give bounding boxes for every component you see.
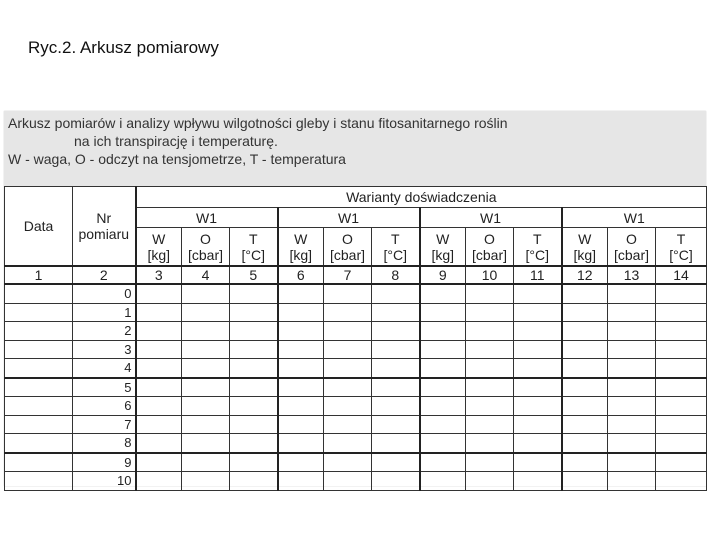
value-cell[interactable]	[230, 378, 278, 397]
value-cell[interactable]	[182, 453, 230, 472]
value-cell[interactable]	[608, 340, 656, 359]
value-cell[interactable]	[562, 284, 608, 303]
date-header	[5, 187, 73, 267]
value-cell[interactable]	[608, 284, 656, 303]
value-cell[interactable]	[562, 453, 608, 472]
subcolumn-header	[608, 228, 656, 267]
column-number: 12	[562, 266, 608, 284]
table-row	[5, 359, 707, 378]
value-cell[interactable]	[372, 284, 420, 303]
value-cell[interactable]	[324, 472, 372, 491]
date-cell[interactable]	[5, 453, 73, 472]
measurement-number: 1	[73, 303, 136, 322]
subcolumn-letter: O	[626, 230, 637, 247]
table-row	[5, 378, 707, 397]
value-cell[interactable]	[278, 434, 324, 453]
value-cell[interactable]	[324, 340, 372, 359]
value-cell[interactable]	[420, 434, 466, 453]
value-cell[interactable]	[420, 453, 466, 472]
value-cell[interactable]	[514, 378, 562, 397]
value-cell[interactable]	[182, 322, 230, 341]
sheet-title: Arkusz pomiarów i analizy wpływu wilgotności gleby i stanu fitosanitarnego roślin	[8, 115, 508, 131]
value-cell[interactable]	[372, 322, 420, 341]
value-cell[interactable]	[562, 415, 608, 434]
column-number: 11	[514, 266, 562, 284]
variant-group-header: W1	[278, 208, 420, 228]
value-cell[interactable]	[230, 359, 278, 378]
value-cell[interactable]	[230, 340, 278, 359]
value-cell[interactable]	[656, 415, 707, 434]
value-cell[interactable]	[182, 303, 230, 322]
value-cell[interactable]	[514, 472, 562, 491]
value-cell[interactable]	[562, 434, 608, 453]
date-cell[interactable]	[5, 434, 73, 453]
measurement-number: 8	[73, 434, 136, 453]
sheet-legend: W - waga, O - odczyt na tensjometrze, T - temperatura	[8, 151, 346, 167]
date-cell[interactable]	[5, 303, 73, 322]
value-cell[interactable]	[278, 284, 324, 303]
table-row	[5, 397, 707, 416]
value-cell[interactable]	[466, 378, 514, 397]
variant-group-header: W1	[562, 208, 707, 228]
table-row	[5, 340, 707, 359]
value-cell[interactable]	[372, 397, 420, 416]
value-cell[interactable]	[420, 322, 466, 341]
sheet-header	[4, 111, 706, 186]
column-number: 5	[230, 266, 278, 284]
value-cell[interactable]	[420, 397, 466, 416]
value-cell[interactable]	[136, 303, 182, 322]
value-cell[interactable]	[608, 397, 656, 416]
measurement-sheet	[4, 111, 706, 489]
value-cell[interactable]	[278, 303, 324, 322]
value-cell[interactable]	[420, 284, 466, 303]
value-cell[interactable]	[136, 472, 182, 491]
subcolumn-header	[562, 228, 608, 267]
value-cell[interactable]	[278, 322, 324, 341]
value-cell[interactable]	[278, 340, 324, 359]
value-cell[interactable]	[608, 303, 656, 322]
value-cell[interactable]	[656, 453, 707, 472]
value-cell[interactable]	[324, 434, 372, 453]
value-cell[interactable]	[182, 397, 230, 416]
value-cell[interactable]	[136, 453, 182, 472]
value-cell[interactable]	[514, 397, 562, 416]
value-cell[interactable]	[608, 434, 656, 453]
value-cell[interactable]	[514, 434, 562, 453]
value-cell[interactable]	[324, 359, 372, 378]
column-number: 6	[278, 266, 324, 284]
subcolumn-letter: T	[248, 230, 258, 247]
measurement-number: 3	[73, 340, 136, 359]
subcolumn-unit: [cbar]	[187, 246, 223, 263]
value-cell[interactable]	[466, 284, 514, 303]
column-number: 4	[182, 266, 230, 284]
date-cell[interactable]	[5, 415, 73, 434]
value-cell[interactable]	[230, 434, 278, 453]
value-cell[interactable]	[608, 322, 656, 341]
value-cell[interactable]	[136, 359, 182, 378]
subcolumn-unit: [cbar]	[471, 246, 507, 263]
subcolumn-header	[230, 228, 278, 267]
value-cell[interactable]	[420, 415, 466, 434]
column-number: 1	[5, 266, 73, 284]
column-number: 14	[656, 266, 707, 284]
value-cell[interactable]	[182, 284, 230, 303]
subcolumn-header	[420, 228, 466, 267]
date-cell[interactable]	[5, 397, 73, 416]
measurement-number: 10	[73, 472, 136, 491]
value-cell[interactable]	[324, 284, 372, 303]
column-number: 13	[608, 266, 656, 284]
date-cell[interactable]	[5, 284, 73, 303]
value-cell[interactable]	[278, 472, 324, 491]
column-number: 2	[73, 266, 136, 284]
value-cell[interactable]	[562, 472, 608, 491]
value-cell[interactable]	[230, 453, 278, 472]
measurement-number: 0	[73, 284, 136, 303]
value-cell[interactable]	[182, 340, 230, 359]
column-number: 3	[136, 266, 182, 284]
value-cell[interactable]	[136, 322, 182, 341]
value-cell[interactable]	[372, 359, 420, 378]
value-cell[interactable]	[372, 434, 420, 453]
value-cell[interactable]	[372, 303, 420, 322]
value-cell[interactable]	[182, 359, 230, 378]
column-number: 10	[466, 266, 514, 284]
value-cell[interactable]	[136, 397, 182, 416]
value-cell[interactable]	[372, 453, 420, 472]
value-cell[interactable]	[656, 472, 707, 491]
date-cell[interactable]	[5, 322, 73, 341]
value-cell[interactable]	[324, 303, 372, 322]
value-cell[interactable]	[656, 397, 707, 416]
value-cell[interactable]	[466, 472, 514, 491]
measurement-number: 2	[73, 322, 136, 341]
subcolumn-letter: W	[578, 230, 592, 247]
value-cell[interactable]	[562, 303, 608, 322]
value-cell[interactable]	[656, 322, 707, 341]
nr-header-line1: Nr	[96, 210, 112, 226]
value-cell[interactable]	[182, 472, 230, 491]
value-cell[interactable]	[608, 453, 656, 472]
date-cell[interactable]	[5, 378, 73, 397]
value-cell[interactable]	[562, 340, 608, 359]
value-cell[interactable]	[420, 303, 466, 322]
value-cell[interactable]	[608, 415, 656, 434]
date-cell[interactable]	[5, 359, 73, 378]
subcolumn-header	[182, 228, 230, 267]
value-cell[interactable]	[514, 453, 562, 472]
subcolumn-unit: [kg]	[431, 246, 455, 263]
measurement-table	[4, 186, 707, 491]
value-cell[interactable]	[420, 472, 466, 491]
table-row	[5, 322, 707, 341]
value-cell[interactable]	[466, 415, 514, 434]
value-cell[interactable]	[372, 340, 420, 359]
value-cell[interactable]	[182, 434, 230, 453]
value-cell[interactable]	[230, 303, 278, 322]
value-cell[interactable]	[278, 453, 324, 472]
value-cell[interactable]	[372, 472, 420, 491]
value-cell[interactable]	[324, 453, 372, 472]
subcolumn-letter: O	[200, 230, 211, 247]
table-row	[5, 415, 707, 434]
value-cell[interactable]	[182, 378, 230, 397]
subcolumn-letter: W	[152, 230, 166, 247]
value-cell[interactable]	[656, 359, 707, 378]
date-header-label: Data	[23, 218, 54, 234]
subcolumn-letter: T	[532, 230, 542, 247]
column-number: 9	[420, 266, 466, 284]
value-cell[interactable]	[562, 322, 608, 341]
value-cell[interactable]	[514, 284, 562, 303]
value-cell[interactable]	[420, 340, 466, 359]
value-cell[interactable]	[324, 415, 372, 434]
value-cell[interactable]	[608, 359, 656, 378]
measurement-number: 9	[73, 453, 136, 472]
value-cell[interactable]	[514, 322, 562, 341]
subcolumn-unit: [°C]	[383, 246, 407, 263]
value-cell[interactable]	[230, 397, 278, 416]
value-cell[interactable]	[278, 397, 324, 416]
value-cell[interactable]	[230, 415, 278, 434]
value-cell[interactable]	[656, 378, 707, 397]
subcolumn-unit: [kg]	[147, 246, 171, 263]
value-cell[interactable]	[324, 397, 372, 416]
subcolumn-header	[136, 228, 182, 267]
value-cell[interactable]	[562, 378, 608, 397]
column-number: 7	[324, 266, 372, 284]
subcolumn-unit: [kg]	[573, 246, 597, 263]
subcolumn-letter: O	[484, 230, 495, 247]
value-cell[interactable]	[136, 434, 182, 453]
value-cell[interactable]	[278, 359, 324, 378]
subcolumn-header	[324, 228, 372, 267]
subcolumn-unit: [°C]	[525, 246, 549, 263]
value-cell[interactable]	[230, 322, 278, 341]
value-cell[interactable]	[656, 340, 707, 359]
value-cell[interactable]	[136, 415, 182, 434]
variant-group-header: W1	[420, 208, 562, 228]
value-cell[interactable]	[514, 303, 562, 322]
value-cell[interactable]	[372, 378, 420, 397]
value-cell[interactable]	[608, 378, 656, 397]
value-cell[interactable]	[514, 340, 562, 359]
value-cell[interactable]	[182, 415, 230, 434]
value-cell[interactable]	[514, 415, 562, 434]
value-cell[interactable]	[466, 359, 514, 378]
value-cell[interactable]	[324, 378, 372, 397]
value-cell[interactable]	[562, 397, 608, 416]
table-row	[5, 453, 707, 472]
figure-caption: Ryc.2. Arkusz pomiarowy	[28, 38, 219, 57]
measurement-number: 5	[73, 378, 136, 397]
value-cell[interactable]	[608, 472, 656, 491]
value-cell[interactable]	[230, 284, 278, 303]
measurement-number: 7	[73, 415, 136, 434]
subcolumn-letter: O	[342, 230, 353, 247]
value-cell[interactable]	[466, 397, 514, 416]
subcolumn-header	[278, 228, 324, 267]
value-cell[interactable]	[420, 378, 466, 397]
value-cell[interactable]	[136, 340, 182, 359]
subcolumn-letter: W	[294, 230, 308, 247]
value-cell[interactable]	[514, 359, 562, 378]
subcolumn-letter: T	[390, 230, 400, 247]
value-cell[interactable]	[230, 472, 278, 491]
subcolumn-unit: [kg]	[289, 246, 313, 263]
column-number: 8	[372, 266, 420, 284]
measurement-number: 4	[73, 359, 136, 378]
table-row	[5, 303, 707, 322]
nr-header	[73, 187, 136, 267]
date-cell[interactable]	[5, 472, 73, 491]
value-cell[interactable]	[656, 434, 707, 453]
value-cell[interactable]	[656, 284, 707, 303]
subcolumn-letter: W	[436, 230, 450, 247]
measurement-number: 6	[73, 397, 136, 416]
value-cell[interactable]	[466, 340, 514, 359]
subcolumn-header	[372, 228, 420, 267]
value-cell[interactable]	[420, 359, 466, 378]
value-cell[interactable]	[136, 378, 182, 397]
value-cell[interactable]	[278, 415, 324, 434]
table-row	[5, 434, 707, 453]
subcolumn-unit: [cbar]	[613, 246, 649, 263]
variants-header: Warianty doświadczenia	[136, 187, 707, 208]
value-cell[interactable]	[466, 453, 514, 472]
nr-header-line2: pomiaru	[78, 226, 130, 242]
subcolumn-letter: T	[676, 230, 686, 247]
value-cell[interactable]	[372, 415, 420, 434]
value-cell[interactable]	[562, 359, 608, 378]
value-cell[interactable]	[466, 303, 514, 322]
subcolumn-header	[656, 228, 707, 267]
value-cell[interactable]	[136, 284, 182, 303]
value-cell[interactable]	[278, 378, 324, 397]
table-row	[5, 472, 707, 491]
subcolumn-unit: [cbar]	[329, 246, 365, 263]
subcolumn-unit: [°C]	[669, 246, 693, 263]
subcolumn-unit: [°C]	[241, 246, 265, 263]
date-cell[interactable]	[5, 340, 73, 359]
value-cell[interactable]	[466, 322, 514, 341]
table-row	[5, 284, 707, 303]
subcolumn-header	[466, 228, 514, 267]
value-cell[interactable]	[466, 434, 514, 453]
value-cell[interactable]	[324, 322, 372, 341]
value-cell[interactable]	[656, 303, 707, 322]
sheet-title-continuation: na ich transpirację i temperaturę.	[74, 133, 278, 149]
variant-group-header: W1	[136, 208, 278, 228]
subcolumn-header	[514, 228, 562, 267]
